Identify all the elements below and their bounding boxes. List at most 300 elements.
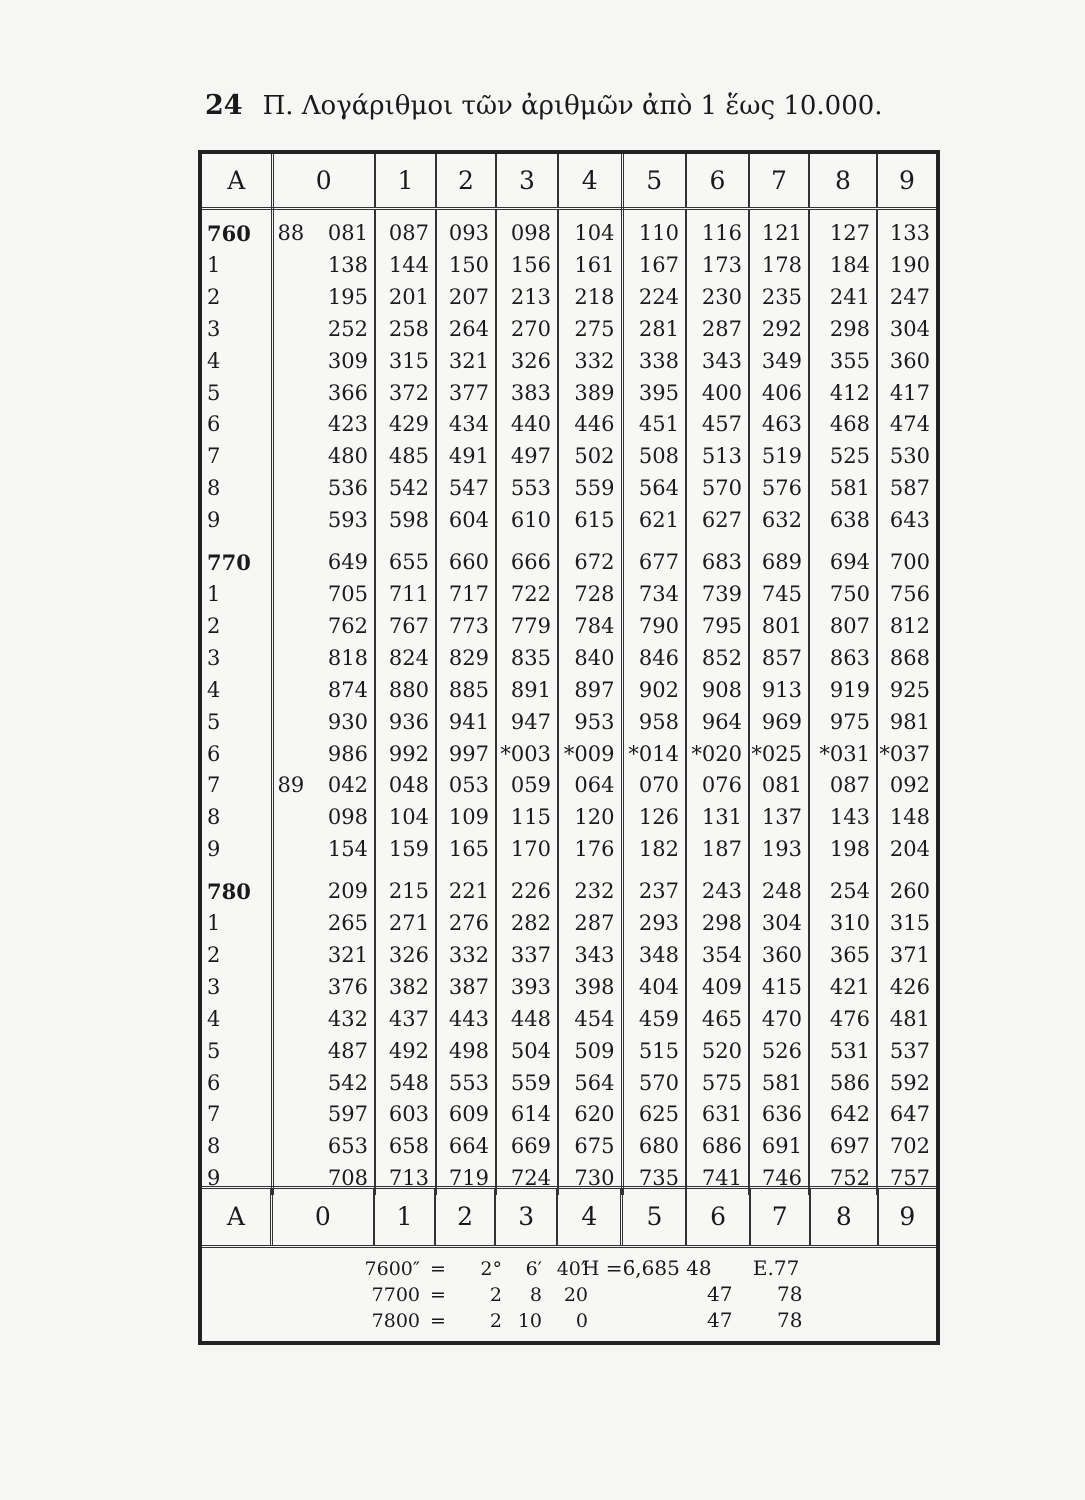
table-cell bbox=[272, 611, 375, 643]
row-argument: 6 bbox=[202, 1068, 272, 1100]
table-cell: 434 bbox=[436, 409, 496, 441]
table-cell: 801 bbox=[749, 611, 809, 643]
table-cell: 137 bbox=[749, 802, 809, 834]
row-argument: 760 bbox=[202, 209, 272, 250]
row-argument: 1 bbox=[202, 908, 272, 940]
table-cell: 053 bbox=[436, 770, 496, 802]
table-cell: 795 bbox=[686, 611, 749, 643]
cell-value: 593 bbox=[327, 508, 368, 533]
h-value-line: 47 78 bbox=[707, 1308, 803, 1332]
cell-value: 423 bbox=[327, 412, 368, 437]
row-argument: 780 bbox=[202, 866, 272, 908]
column-footer: 7 bbox=[751, 1189, 811, 1245]
cell-value: 708 bbox=[327, 1166, 368, 1191]
table-cell: 863 bbox=[809, 643, 877, 675]
table-cell: 348 bbox=[622, 940, 686, 972]
table-cell: 498 bbox=[436, 1036, 496, 1068]
table-row bbox=[202, 537, 936, 579]
table-row bbox=[202, 314, 936, 346]
table-cell: 537 bbox=[889, 1038, 930, 1063]
table-cell bbox=[272, 579, 375, 611]
table-row bbox=[202, 209, 936, 250]
row-argument: 1 bbox=[202, 579, 272, 611]
cell-value: 818 bbox=[327, 645, 368, 670]
table-cell bbox=[272, 282, 375, 314]
table-cell: 332 bbox=[436, 940, 496, 972]
cell-value: 705 bbox=[327, 581, 368, 606]
column-header: 4 bbox=[558, 154, 622, 209]
table-cell: 184 bbox=[809, 250, 877, 282]
table-cell: 689 bbox=[749, 537, 809, 579]
table-cell: 581 bbox=[749, 1068, 809, 1100]
table-cell: 655 bbox=[375, 537, 436, 579]
table-cell bbox=[272, 1004, 375, 1036]
table-cell bbox=[272, 1036, 375, 1068]
table-cell bbox=[272, 505, 375, 537]
table-cell: 643 bbox=[889, 508, 930, 533]
table-cell bbox=[272, 940, 375, 972]
table-cell: 321 bbox=[436, 346, 496, 378]
table-cell: 947 bbox=[496, 707, 558, 739]
row-argument: 3 bbox=[202, 314, 272, 346]
table-cell: 730 bbox=[558, 1163, 622, 1195]
table-cell: 846 bbox=[622, 643, 686, 675]
table-cell: 400 bbox=[686, 378, 749, 410]
table-cell: 526 bbox=[749, 1036, 809, 1068]
table-cell: 750 bbox=[809, 579, 877, 611]
note-line: 7600″ = 2° 6′ 40″ bbox=[364, 1258, 588, 1280]
table-cell: 719 bbox=[436, 1163, 496, 1195]
table-cell: 298 bbox=[686, 908, 749, 940]
table-cell: 064 bbox=[558, 770, 622, 802]
column-header: 5 bbox=[622, 154, 686, 209]
table-row bbox=[202, 908, 936, 940]
table-cell: 683 bbox=[686, 537, 749, 579]
table-cell: 592 bbox=[889, 1070, 930, 1095]
table-cell: 902 bbox=[622, 675, 686, 707]
table-cell: *014 bbox=[622, 739, 686, 771]
table-cell: 201 bbox=[375, 282, 436, 314]
cell-value: 986 bbox=[327, 741, 368, 766]
row-argument: 6 bbox=[202, 409, 272, 441]
table-cell: 426 bbox=[889, 974, 930, 999]
cell-value: 321 bbox=[327, 942, 368, 967]
table-cell: 575 bbox=[686, 1068, 749, 1100]
table-cell: 178 bbox=[749, 250, 809, 282]
table-cell: 465 bbox=[686, 1004, 749, 1036]
table-cell: 891 bbox=[496, 675, 558, 707]
table-cell: 686 bbox=[686, 1131, 749, 1163]
table-cell bbox=[272, 378, 375, 410]
cell-value: 209 bbox=[327, 879, 368, 904]
table-cell: 282 bbox=[496, 908, 558, 940]
table-cell: 767 bbox=[375, 611, 436, 643]
table-cell: 647 bbox=[889, 1102, 930, 1127]
column-header: 8 bbox=[809, 154, 877, 209]
table-cell: 531 bbox=[809, 1036, 877, 1068]
table-cell: 519 bbox=[749, 441, 809, 473]
table-cell: 310 bbox=[809, 908, 877, 940]
table-cell: 360 bbox=[749, 940, 809, 972]
table-cell: 897 bbox=[558, 675, 622, 707]
table-cell: 395 bbox=[622, 378, 686, 410]
table-cell: 109 bbox=[436, 802, 496, 834]
table-cell: 745 bbox=[749, 579, 809, 611]
table-cell: 190 bbox=[889, 252, 930, 277]
cell-value: 081 bbox=[327, 221, 368, 245]
table-cell: 429 bbox=[375, 409, 436, 441]
table-cell: 187 bbox=[686, 834, 749, 866]
table-cell: 697 bbox=[809, 1131, 877, 1163]
table-cell: 076 bbox=[686, 770, 749, 802]
table-cell: 615 bbox=[558, 505, 622, 537]
table-cell: 547 bbox=[436, 473, 496, 505]
table-cell: 880 bbox=[375, 675, 436, 707]
table-row bbox=[202, 972, 936, 1004]
notes bbox=[202, 1254, 936, 1334]
table-cell: 170 bbox=[496, 834, 558, 866]
table-row bbox=[202, 802, 936, 834]
table-cell: 382 bbox=[375, 972, 436, 1004]
table-cell: 457 bbox=[686, 409, 749, 441]
table-row bbox=[202, 378, 936, 410]
table-cell: 632 bbox=[749, 505, 809, 537]
table-cell: 570 bbox=[622, 1068, 686, 1100]
table-cell: 722 bbox=[496, 579, 558, 611]
cell-value: 154 bbox=[327, 837, 368, 862]
table-row bbox=[202, 1099, 936, 1131]
table-row bbox=[202, 866, 936, 908]
cell-value: 874 bbox=[327, 677, 368, 702]
table-cell: 997 bbox=[436, 739, 496, 771]
row-argument: 3 bbox=[202, 643, 272, 675]
table-cell: 492 bbox=[375, 1036, 436, 1068]
table-cell: 126 bbox=[622, 802, 686, 834]
cell-value: 653 bbox=[327, 1134, 368, 1159]
table-cell bbox=[272, 1068, 375, 1100]
column-header: 9 bbox=[877, 154, 936, 209]
column-footer: 8 bbox=[811, 1189, 879, 1245]
table-cell: 372 bbox=[375, 378, 436, 410]
table-cell: 421 bbox=[809, 972, 877, 1004]
table-cell: 081 bbox=[749, 770, 809, 802]
table-row bbox=[202, 643, 936, 675]
cell-value: 536 bbox=[327, 476, 368, 501]
row-argument: 770 bbox=[202, 537, 272, 579]
table-row bbox=[202, 346, 936, 378]
table-cell: 417 bbox=[889, 380, 930, 405]
table-cell: 104 bbox=[375, 802, 436, 834]
table-cell: 237 bbox=[622, 866, 686, 908]
table-cell: 631 bbox=[686, 1099, 749, 1131]
table-cell: 338 bbox=[622, 346, 686, 378]
table-cell: 148 bbox=[889, 805, 930, 830]
cell-value: 195 bbox=[327, 284, 368, 309]
column-header: 0 bbox=[272, 154, 375, 209]
table-cell: 835 bbox=[496, 643, 558, 675]
table-cell: 509 bbox=[558, 1036, 622, 1068]
table-cell: 508 bbox=[622, 441, 686, 473]
table-cell: 165 bbox=[436, 834, 496, 866]
table-cell: 215 bbox=[375, 866, 436, 908]
table-cell: 354 bbox=[686, 940, 749, 972]
table-cell: 739 bbox=[686, 579, 749, 611]
row-argument: 2 bbox=[202, 611, 272, 643]
table-cell: 275 bbox=[558, 314, 622, 346]
table-cell: 104 bbox=[558, 209, 622, 250]
table-cell: 713 bbox=[375, 1163, 436, 1195]
table-cell: 680 bbox=[622, 1131, 686, 1163]
table-cell: 247 bbox=[889, 284, 930, 309]
table-cell: 131 bbox=[686, 802, 749, 834]
table-cell: 398 bbox=[558, 972, 622, 1004]
table-cell: 451 bbox=[622, 409, 686, 441]
table-cell: 287 bbox=[558, 908, 622, 940]
table-cell: 868 bbox=[889, 645, 930, 670]
cell-value: 309 bbox=[327, 348, 368, 373]
column-footer: 0 bbox=[273, 1189, 375, 1245]
table-cell: 156 bbox=[496, 250, 558, 282]
table-cell: 664 bbox=[436, 1131, 496, 1163]
table-cell: 315 bbox=[375, 346, 436, 378]
table-cell: 981 bbox=[889, 709, 930, 734]
row-argument: 9 bbox=[202, 1163, 272, 1195]
table-cell: 349 bbox=[749, 346, 809, 378]
table-cell: 724 bbox=[496, 1163, 558, 1195]
table-cell: 371 bbox=[889, 942, 930, 967]
cell-value: 432 bbox=[327, 1006, 368, 1031]
table-cell: 614 bbox=[496, 1099, 558, 1131]
cell-value: 762 bbox=[327, 613, 368, 638]
table-cell: 383 bbox=[496, 378, 558, 410]
table-cell: 224 bbox=[622, 282, 686, 314]
column-footer: 2 bbox=[436, 1189, 496, 1245]
table-cell: 393 bbox=[496, 972, 558, 1004]
table-cell: 621 bbox=[622, 505, 686, 537]
table-cell: 387 bbox=[436, 972, 496, 1004]
column-footer: 9 bbox=[899, 1202, 916, 1231]
table-cell: 271 bbox=[375, 908, 436, 940]
table-cell: 440 bbox=[496, 409, 558, 441]
table-cell: 218 bbox=[558, 282, 622, 314]
table-row bbox=[202, 282, 936, 314]
page-title: Π. Λογάριθμοι τῶν ἀριθμῶν ἀπὸ 1 ἕως 10.000. bbox=[262, 91, 883, 121]
table-cell: 840 bbox=[558, 643, 622, 675]
table-cell: 564 bbox=[558, 1068, 622, 1100]
table-body bbox=[202, 209, 936, 1196]
table-cell: 728 bbox=[558, 579, 622, 611]
table-cell: 221 bbox=[436, 866, 496, 908]
table-cell: 204 bbox=[889, 837, 930, 862]
table-cell bbox=[272, 314, 375, 346]
table-cell: 098 bbox=[496, 209, 558, 250]
table-cell: 412 bbox=[809, 378, 877, 410]
table-cell: 116 bbox=[686, 209, 749, 250]
table-cell: 779 bbox=[496, 611, 558, 643]
row-argument: 5 bbox=[202, 1036, 272, 1068]
table-cell: 355 bbox=[809, 346, 877, 378]
cell-value: 252 bbox=[327, 316, 368, 341]
table-cell bbox=[272, 908, 375, 940]
table-cell: 964 bbox=[686, 707, 749, 739]
table-cell: 258 bbox=[375, 314, 436, 346]
table-cell: 642 bbox=[809, 1099, 877, 1131]
table-cell: 092 bbox=[889, 773, 930, 798]
table-cell: 437 bbox=[375, 1004, 436, 1036]
table-row bbox=[202, 1004, 936, 1036]
table-cell: 207 bbox=[436, 282, 496, 314]
row-argument: 2 bbox=[202, 940, 272, 972]
note-line: 7800 = 2 10 0 bbox=[371, 1310, 588, 1332]
table-cell: 953 bbox=[558, 707, 622, 739]
table-cell: 908 bbox=[686, 675, 749, 707]
table-cell: 711 bbox=[375, 579, 436, 611]
table-cell: 182 bbox=[622, 834, 686, 866]
row-argument: 4 bbox=[202, 346, 272, 378]
table-cell: 226 bbox=[496, 866, 558, 908]
table-cell: 485 bbox=[375, 441, 436, 473]
table-cell: 610 bbox=[496, 505, 558, 537]
table-cell: 389 bbox=[558, 378, 622, 410]
table-cell: 525 bbox=[809, 441, 877, 473]
table-cell: 734 bbox=[622, 579, 686, 611]
table-cell: 276 bbox=[436, 908, 496, 940]
table-cell: 270 bbox=[496, 314, 558, 346]
row-argument: 2 bbox=[202, 282, 272, 314]
h-value-line: H =6̄,685 48 E.77 bbox=[582, 1256, 800, 1280]
table-cell: 241 bbox=[809, 282, 877, 314]
row-argument: 8 bbox=[202, 802, 272, 834]
table-cell bbox=[272, 675, 375, 707]
table-cell: 459 bbox=[622, 1004, 686, 1036]
table-cell: 520 bbox=[686, 1036, 749, 1068]
table-cell: 992 bbox=[375, 739, 436, 771]
table-cell: 474 bbox=[889, 412, 930, 437]
table-cell: 481 bbox=[889, 1006, 930, 1031]
mantissa-prefix: 89 bbox=[277, 773, 305, 798]
table-cell: 586 bbox=[809, 1068, 877, 1100]
table-cell bbox=[272, 707, 375, 739]
table-cell bbox=[272, 1099, 375, 1131]
table-cell: *025 bbox=[749, 739, 809, 771]
table-cell: 627 bbox=[686, 505, 749, 537]
table-cell: 790 bbox=[622, 611, 686, 643]
table-cell: 515 bbox=[622, 1036, 686, 1068]
table-cell: 087 bbox=[809, 770, 877, 802]
table-cell: 365 bbox=[809, 940, 877, 972]
table-cell: 409 bbox=[686, 972, 749, 1004]
cell-value: 042 bbox=[327, 773, 368, 798]
table-cell: 756 bbox=[889, 581, 930, 606]
table-cell: 542 bbox=[375, 473, 436, 505]
table-cell: 248 bbox=[749, 866, 809, 908]
row-argument: 7 bbox=[202, 441, 272, 473]
column-footer: 4 bbox=[558, 1189, 623, 1245]
mantissa-prefix: 88 bbox=[277, 221, 305, 245]
row-argument: 6 bbox=[202, 739, 272, 771]
table-cell: 620 bbox=[558, 1099, 622, 1131]
table-cell: *031 bbox=[809, 739, 877, 771]
table-cell: 746 bbox=[749, 1163, 809, 1195]
table-cell: 559 bbox=[558, 473, 622, 505]
row-argument: 1 bbox=[202, 250, 272, 282]
table-cell: 603 bbox=[375, 1099, 436, 1131]
table-cell: 213 bbox=[496, 282, 558, 314]
table-cell: 326 bbox=[375, 940, 436, 972]
row-argument: 5 bbox=[202, 707, 272, 739]
table-cell: 702 bbox=[889, 1134, 930, 1159]
table-cell bbox=[272, 209, 375, 250]
table-cell: *020 bbox=[686, 739, 749, 771]
column-footer: 6 bbox=[687, 1189, 750, 1245]
table-cell: 502 bbox=[558, 441, 622, 473]
table-cell: 232 bbox=[558, 866, 622, 908]
table-cell: 287 bbox=[686, 314, 749, 346]
table-cell: 491 bbox=[436, 441, 496, 473]
table-cell: 476 bbox=[809, 1004, 877, 1036]
table-cell: 824 bbox=[375, 643, 436, 675]
table-row bbox=[202, 473, 936, 505]
table-cell: 975 bbox=[809, 707, 877, 739]
table-cell: 625 bbox=[622, 1099, 686, 1131]
cell-value: 265 bbox=[327, 911, 368, 936]
cell-value: 138 bbox=[327, 252, 368, 277]
cell-value: 376 bbox=[327, 974, 368, 999]
log-table bbox=[202, 154, 936, 1195]
table-cell: 120 bbox=[558, 802, 622, 834]
row-argument: 8 bbox=[202, 1131, 272, 1163]
table-cell bbox=[272, 866, 375, 908]
table-row bbox=[202, 250, 936, 282]
table-cell: 377 bbox=[436, 378, 496, 410]
page-number: 24 bbox=[205, 90, 243, 121]
table-cell: 167 bbox=[622, 250, 686, 282]
table-cell: 735 bbox=[622, 1163, 686, 1195]
table-cell: 669 bbox=[496, 1131, 558, 1163]
table-cell: 454 bbox=[558, 1004, 622, 1036]
table-cell: 784 bbox=[558, 611, 622, 643]
table-cell: 559 bbox=[496, 1068, 558, 1100]
table-cell: 741 bbox=[686, 1163, 749, 1195]
table-cell: 609 bbox=[436, 1099, 496, 1131]
row-argument: 4 bbox=[202, 675, 272, 707]
table-cell: 264 bbox=[436, 314, 496, 346]
table-cell: 254 bbox=[809, 866, 877, 908]
table-cell: 936 bbox=[375, 707, 436, 739]
table-cell: 298 bbox=[809, 314, 877, 346]
table-cell: 332 bbox=[558, 346, 622, 378]
table-cell: 304 bbox=[889, 316, 930, 341]
column-header: 6 bbox=[686, 154, 749, 209]
row-argument: 5 bbox=[202, 378, 272, 410]
table-cell: 885 bbox=[436, 675, 496, 707]
table-cell: 958 bbox=[622, 707, 686, 739]
table-cell: 326 bbox=[496, 346, 558, 378]
table-cell: 087 bbox=[375, 209, 436, 250]
table-cell bbox=[272, 739, 375, 771]
log-table-frame bbox=[198, 150, 940, 1345]
table-cell bbox=[272, 770, 375, 802]
table-cell: 812 bbox=[889, 613, 930, 638]
table-cell: 343 bbox=[558, 940, 622, 972]
table-cell: 121 bbox=[749, 209, 809, 250]
table-cell: 243 bbox=[686, 866, 749, 908]
table-cell: *037 bbox=[879, 741, 930, 766]
table-cell: 143 bbox=[809, 802, 877, 834]
column-footer: 5 bbox=[623, 1189, 687, 1245]
table-cell: 757 bbox=[889, 1166, 930, 1191]
table-cell: 173 bbox=[686, 250, 749, 282]
